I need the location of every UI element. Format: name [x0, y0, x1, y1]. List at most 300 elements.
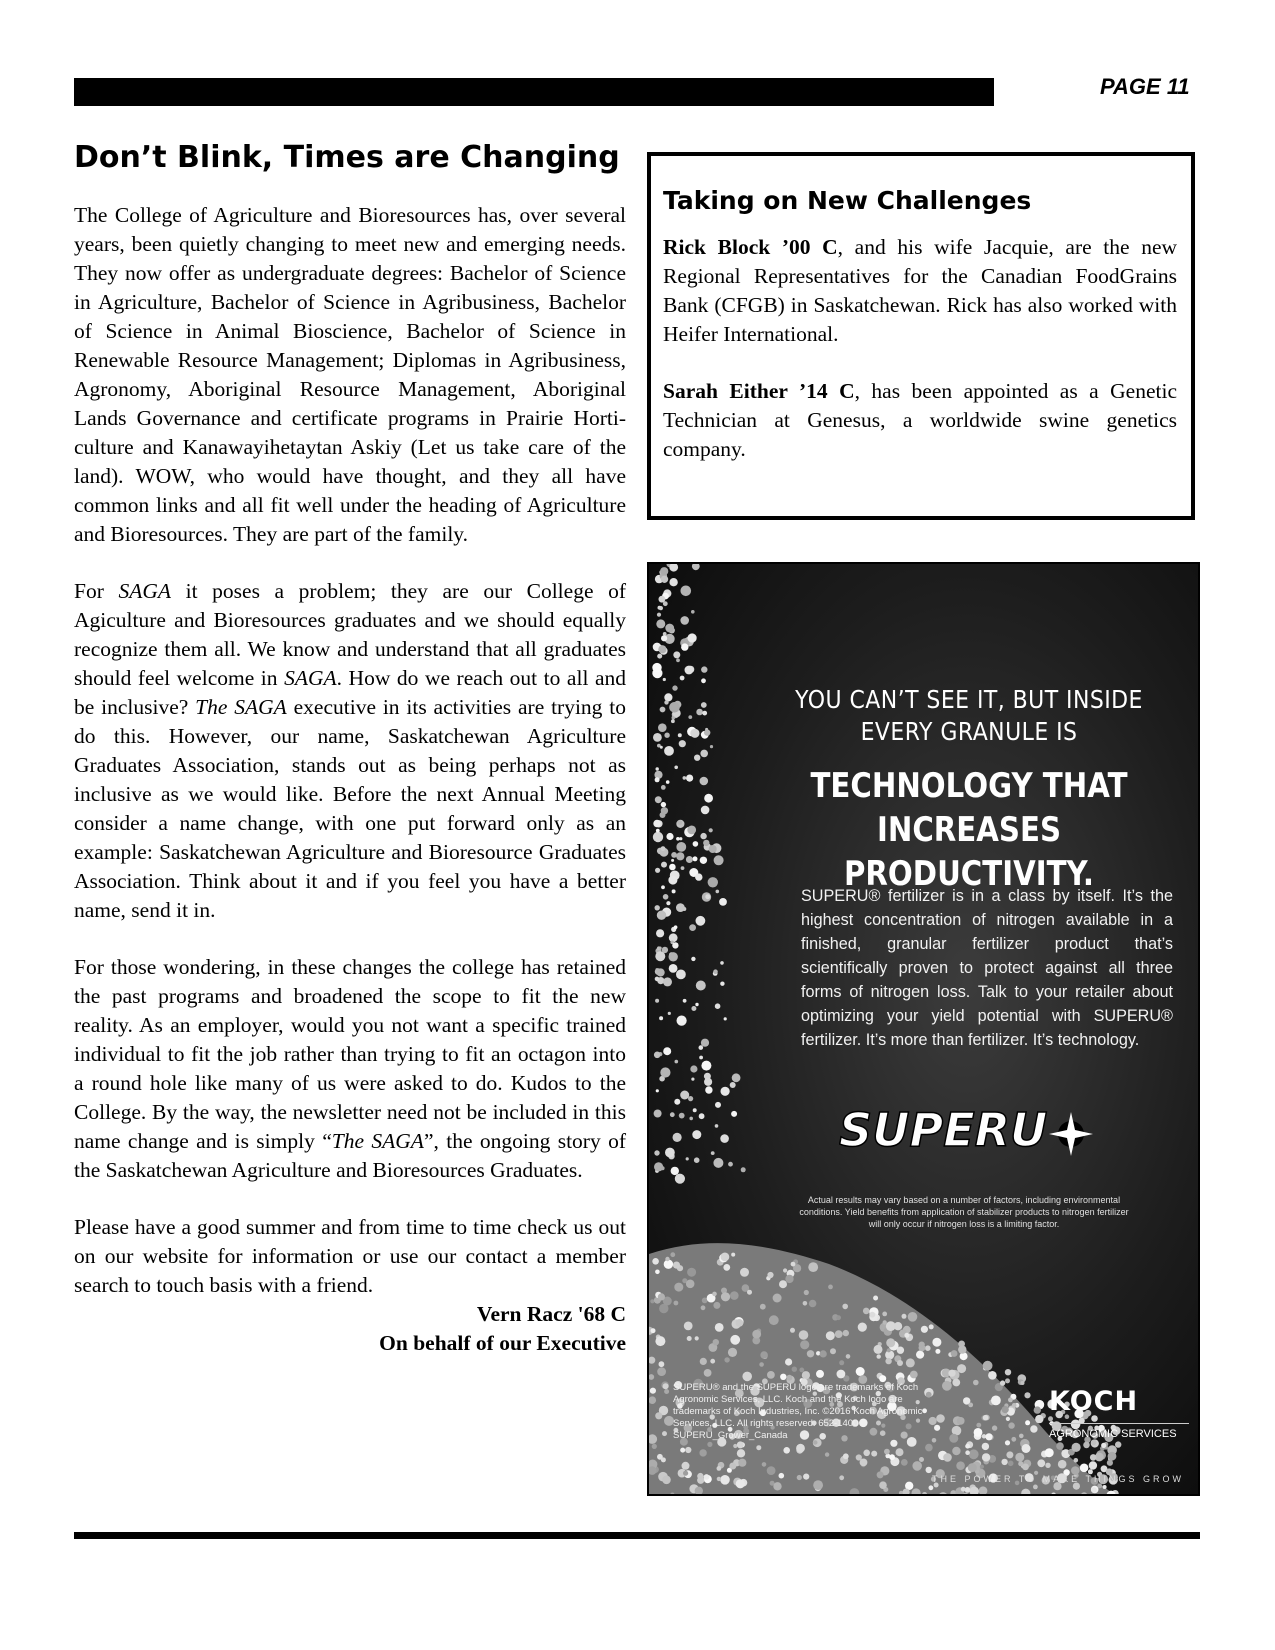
granule	[664, 693, 672, 701]
granule	[717, 1477, 721, 1481]
granule	[699, 1113, 705, 1119]
granule	[664, 1389, 669, 1394]
granule	[1033, 1485, 1038, 1490]
granule	[879, 1481, 887, 1489]
granule	[785, 1275, 793, 1283]
granule	[676, 852, 684, 860]
granule	[1015, 1453, 1024, 1462]
granule	[800, 1340, 809, 1349]
granule	[896, 1448, 904, 1456]
granule	[720, 1475, 730, 1485]
granule	[669, 578, 677, 586]
granule	[658, 1293, 665, 1300]
granule	[724, 1017, 727, 1020]
granule	[669, 864, 676, 871]
granule	[691, 957, 695, 961]
granule	[828, 1285, 833, 1290]
granule	[780, 1374, 786, 1380]
ad-body-text: SUPERU® fertilizer is in a class by itself. It’s the highest concentration of nitrogen available in a finished, granular fertilizer product that’s scientifically proven to protect against all three forms of nitrogen loss. Talk to your retailer about optimizing your yield potential with SUPERU® fertilizer. It’s more than fertilizer. It’s technology.	[801, 887, 1173, 1049]
granule	[1005, 1440, 1010, 1445]
granule	[985, 1433, 992, 1440]
granule	[709, 828, 713, 832]
granule	[894, 1322, 902, 1330]
granule	[713, 1158, 723, 1168]
granule	[779, 1280, 787, 1288]
koch-subtitle: AGRONOMIC SERVICES	[1049, 1423, 1189, 1440]
granule	[808, 1262, 818, 1272]
granule	[710, 1359, 715, 1364]
granule	[659, 1361, 665, 1367]
granule	[696, 709, 703, 716]
granule	[948, 1370, 955, 1377]
granule	[661, 885, 665, 889]
granule	[1056, 1442, 1064, 1450]
granule	[662, 947, 668, 953]
granule	[685, 666, 694, 675]
granule	[1005, 1369, 1011, 1375]
news-item-name: Sarah Either ’14 C	[663, 379, 855, 403]
granule	[670, 1252, 675, 1257]
granule-pile	[649, 1243, 1119, 1496]
granule	[653, 820, 660, 827]
granule	[884, 1449, 890, 1455]
granule	[654, 1110, 662, 1118]
article-paragraph: Please have a good summer and from time to time check us out on our website for information or use our contact a member search to touch basis with a friend.	[74, 1215, 626, 1297]
granule	[702, 711, 707, 716]
granule	[737, 1441, 744, 1448]
granule	[901, 1459, 908, 1466]
koch-wordmark: KOCH	[1049, 1386, 1139, 1417]
granule	[767, 1272, 773, 1278]
granule	[678, 733, 682, 737]
ad-headline: TECHNOLOGY THAT INCREASES PRODUCTIVITY.	[810, 766, 1128, 894]
granule	[688, 633, 697, 642]
granule	[672, 942, 678, 948]
granule	[721, 1253, 730, 1262]
granule	[929, 1485, 934, 1490]
granule	[730, 1082, 736, 1088]
granule	[672, 889, 676, 893]
granule	[669, 964, 678, 973]
granule	[719, 898, 727, 906]
granule	[676, 970, 686, 980]
granule	[957, 1364, 966, 1373]
granule	[736, 1479, 745, 1488]
granule	[773, 1482, 781, 1490]
granule	[670, 1112, 675, 1117]
granule	[661, 785, 666, 790]
granule	[713, 969, 718, 974]
granule	[687, 1336, 692, 1341]
granule	[856, 1367, 865, 1376]
granule	[897, 1347, 904, 1354]
granule	[728, 1348, 737, 1357]
granule	[783, 1447, 790, 1454]
granule	[969, 1449, 979, 1459]
granule	[671, 719, 675, 723]
granule	[652, 663, 661, 672]
granule	[713, 1339, 719, 1345]
signature-role: On behalf of our Executive	[379, 1331, 626, 1355]
granule	[693, 1108, 697, 1112]
granule	[983, 1415, 989, 1421]
news-item	[663, 377, 1177, 464]
granule	[803, 1301, 808, 1306]
granule	[666, 780, 670, 784]
granule	[767, 1466, 776, 1475]
saga-emphasis: SAGA	[284, 666, 337, 690]
granule	[710, 745, 713, 748]
granule	[1037, 1459, 1045, 1467]
granule	[660, 707, 666, 713]
granule	[1006, 1451, 1013, 1458]
granule	[673, 1262, 680, 1269]
granule	[926, 1467, 932, 1473]
granule	[669, 702, 680, 713]
granule	[656, 929, 664, 937]
granule	[657, 654, 662, 659]
granule	[762, 1462, 767, 1467]
granule	[740, 1268, 749, 1277]
granule	[663, 632, 667, 636]
granule	[1091, 1440, 1097, 1446]
granule	[661, 807, 668, 814]
granule	[716, 890, 720, 894]
granule	[665, 1148, 675, 1158]
granule	[1001, 1459, 1007, 1465]
granule	[952, 1379, 960, 1387]
granule	[796, 1444, 805, 1453]
granule	[816, 1370, 824, 1378]
granule	[681, 866, 685, 870]
granule	[661, 1166, 665, 1170]
granule	[685, 1447, 691, 1453]
granule	[683, 776, 687, 780]
granule	[655, 977, 660, 982]
granule	[704, 1369, 712, 1377]
granule	[858, 1323, 867, 1332]
granule	[863, 1450, 870, 1457]
granule	[693, 841, 699, 847]
granule	[715, 1323, 724, 1332]
granule	[675, 1060, 679, 1064]
granule	[683, 1471, 688, 1476]
granule	[767, 1371, 775, 1379]
granule	[1002, 1406, 1009, 1413]
granule	[696, 981, 706, 991]
news-box-title: Taking on New Challenges	[663, 186, 1032, 215]
granule	[709, 845, 717, 853]
granule	[655, 999, 659, 1003]
granule	[760, 1304, 766, 1310]
granule	[921, 1326, 928, 1333]
granule	[651, 1328, 656, 1333]
granule	[663, 894, 669, 900]
granule	[717, 1466, 722, 1471]
granule	[742, 1372, 752, 1382]
granule	[843, 1330, 849, 1336]
news-box	[647, 152, 1195, 520]
granule	[680, 616, 689, 625]
granule	[873, 1296, 878, 1301]
granule	[813, 1480, 823, 1490]
granule	[674, 766, 678, 770]
granule	[1045, 1448, 1054, 1457]
granule	[720, 961, 724, 965]
granule	[830, 1348, 836, 1354]
granule	[860, 1459, 868, 1467]
granule	[677, 820, 682, 825]
granule	[652, 1444, 657, 1449]
granule	[1097, 1484, 1102, 1489]
granule	[773, 1294, 782, 1303]
granule	[681, 586, 692, 597]
granule	[1108, 1452, 1117, 1461]
superu-logo	[839, 1094, 1109, 1174]
granule	[904, 1333, 909, 1338]
granule	[1012, 1403, 1017, 1408]
granule	[1030, 1425, 1037, 1432]
granule	[663, 1047, 671, 1055]
granule	[701, 806, 710, 815]
granule	[1008, 1461, 1014, 1467]
koch-logo	[1049, 1386, 1189, 1440]
granule	[730, 1291, 739, 1300]
granule	[703, 840, 709, 846]
granule	[664, 733, 669, 738]
granule	[1034, 1406, 1041, 1413]
granule	[700, 777, 709, 786]
granule	[654, 1052, 661, 1059]
news-item-text: , and his wife Jacquie, are the new Regional Representatives for the Canadian FoodGrains Bank (CFGB) in Saskatchewan. Rick has also worked with Heifer International.	[663, 235, 1178, 346]
granule	[679, 837, 682, 840]
granule	[1018, 1461, 1023, 1466]
granule	[826, 1331, 835, 1340]
ad-disclaimer: Actual results may vary based on a number of factors, including environmental conditions. Yield benefits from application of stabilizer products to nitrogen fertilizer will only occur if nitrogen loss is a limiting factor.	[799, 1195, 1129, 1229]
granule	[664, 746, 674, 756]
granule	[1000, 1380, 1005, 1385]
granule	[669, 952, 678, 961]
granule	[679, 740, 686, 747]
granule	[662, 1431, 667, 1436]
granule	[724, 1357, 729, 1362]
granule	[797, 1475, 802, 1480]
granule	[694, 1157, 700, 1163]
granule	[952, 1447, 960, 1455]
granule	[897, 1360, 903, 1366]
granule	[705, 1086, 712, 1093]
granule	[733, 1444, 737, 1448]
granule	[704, 1078, 712, 1086]
starburst-icon	[1049, 1112, 1093, 1156]
granule	[980, 1465, 984, 1469]
granule	[668, 1012, 671, 1015]
granule	[747, 1290, 752, 1295]
granule	[683, 999, 687, 1003]
granule	[656, 619, 665, 628]
granule	[799, 1330, 809, 1340]
granule	[842, 1304, 848, 1310]
granule	[654, 771, 662, 779]
granule	[650, 1388, 656, 1394]
granule	[1083, 1442, 1090, 1449]
granule	[676, 658, 680, 662]
granule	[929, 1324, 934, 1329]
signature-name: Vern Racz '68 C	[476, 1302, 626, 1326]
granule	[671, 859, 674, 862]
granule	[965, 1450, 970, 1455]
granule	[680, 1091, 689, 1100]
granule	[976, 1423, 981, 1428]
granule	[910, 1371, 918, 1379]
granule	[674, 1301, 679, 1306]
granule	[729, 1463, 736, 1470]
granule	[965, 1444, 970, 1449]
granule	[658, 723, 667, 732]
granule	[661, 802, 666, 807]
granule	[1035, 1494, 1039, 1496]
granule	[687, 1268, 696, 1277]
granule	[839, 1360, 844, 1365]
granule	[666, 833, 673, 840]
granule	[926, 1392, 932, 1398]
granule	[655, 1412, 662, 1419]
granule	[680, 676, 685, 681]
granule	[713, 1302, 720, 1309]
granule	[715, 1003, 721, 1009]
granule	[700, 833, 706, 839]
granule	[738, 1459, 746, 1467]
granule	[655, 1336, 665, 1346]
granule	[903, 1489, 910, 1496]
granule	[673, 651, 680, 658]
granule	[836, 1315, 841, 1320]
granule	[676, 903, 685, 912]
granule	[792, 1367, 797, 1372]
granule	[686, 1157, 689, 1160]
granule	[721, 1292, 730, 1301]
granule	[877, 1471, 884, 1478]
granule	[662, 1476, 671, 1485]
granule	[707, 1442, 712, 1447]
granule	[731, 1253, 735, 1257]
granule	[760, 1351, 768, 1359]
granule	[759, 1362, 764, 1367]
granule	[906, 1358, 915, 1367]
granule	[656, 829, 660, 833]
news-item-name: Rick Block ’00 C	[663, 235, 838, 259]
granule	[970, 1487, 979, 1496]
granule	[695, 1003, 698, 1006]
granule	[692, 564, 700, 570]
granule	[701, 678, 706, 683]
granule	[877, 1354, 881, 1358]
granule	[1021, 1381, 1025, 1385]
granule	[686, 856, 693, 863]
granule	[704, 729, 710, 735]
granule	[655, 1270, 660, 1275]
granule	[694, 755, 700, 761]
granule	[1024, 1392, 1030, 1398]
granule	[943, 1453, 952, 1462]
granule	[691, 610, 695, 614]
granule	[968, 1403, 973, 1408]
granule	[973, 1380, 979, 1386]
granule	[982, 1453, 990, 1461]
granule	[988, 1371, 997, 1380]
granule	[675, 1174, 685, 1184]
granule	[665, 1257, 669, 1261]
granule	[951, 1350, 958, 1357]
granule	[673, 1133, 682, 1142]
granule	[957, 1417, 965, 1425]
granule	[654, 1150, 659, 1155]
granule	[1008, 1422, 1014, 1428]
granule	[991, 1396, 1001, 1406]
ad-trademark-notice: SUPERU® and the SUPERU logo are trademarks of Koch Agronomic Services, LLC. Koch and the Koch logo are trademarks of Koch Industries, Inc. ©2016 Koch Agronomic Services, LLC. All rights reserved. 652-1400 SUPERU_Grower_Canada	[673, 1382, 923, 1441]
granule	[932, 1438, 937, 1443]
granule	[655, 777, 660, 782]
granule	[701, 1305, 706, 1310]
granule	[666, 901, 670, 905]
granule	[1035, 1415, 1043, 1423]
granule	[807, 1350, 814, 1357]
news-item-text: , has been appointed as a Genetic Technician at Genesus, a worldwide swine genetics company.	[663, 379, 1177, 461]
granule	[661, 846, 666, 851]
granule	[925, 1345, 931, 1351]
granule	[712, 1292, 717, 1297]
granule	[983, 1361, 993, 1371]
superu-advertisement	[647, 562, 1200, 1496]
granule	[1101, 1443, 1106, 1448]
granule	[663, 977, 672, 986]
granule	[682, 1462, 690, 1470]
granule	[919, 1342, 925, 1348]
granule	[728, 1162, 733, 1167]
granule	[1006, 1417, 1010, 1421]
granule	[756, 1445, 761, 1450]
granule	[676, 842, 686, 852]
granule	[1058, 1460, 1067, 1469]
granule	[779, 1473, 785, 1479]
article-paragraph: The College of Agriculture and Bioresources has, over several years, been quietly changing to meet new and emerging needs. They now offer as undergraduate degrees: Bachelor of Science in Agriculture, Bachelor of Science in Agribusiness, Bachelor of Science in Animal Bioscience, Bachelor of Science in Renewable Resource Management; Diplomas in Agribusiness, Agronomy, Aboriginal Resource Management, Aboriginal Lands Governance and certificate programs in Prairie Horticulture and Kanawayihetaytan Askiy (Let us take care of the land). WOW, who would have thought, and they all have common links and all fit well under the heading of Agriculture and Bioresources. They are part of the family.	[74, 203, 626, 546]
granule	[887, 1348, 891, 1352]
granule	[663, 1383, 669, 1389]
granule	[691, 1078, 694, 1081]
granule	[671, 1167, 679, 1175]
granule	[655, 868, 660, 873]
granule	[661, 1457, 666, 1462]
granule	[655, 905, 660, 910]
granule	[902, 1314, 907, 1319]
granule	[802, 1371, 810, 1379]
granule	[676, 837, 680, 841]
granule	[695, 1336, 699, 1340]
granule	[699, 1045, 704, 1050]
granule	[935, 1349, 940, 1354]
granule	[700, 1358, 707, 1365]
granule	[653, 733, 662, 742]
granule	[715, 1102, 721, 1108]
granule	[732, 1073, 741, 1082]
granule	[949, 1496, 954, 1497]
granule	[657, 911, 666, 920]
granule	[659, 1016, 663, 1020]
granule	[655, 968, 658, 971]
granule	[974, 1428, 983, 1437]
granule	[720, 1134, 729, 1143]
granule	[660, 1067, 670, 1077]
